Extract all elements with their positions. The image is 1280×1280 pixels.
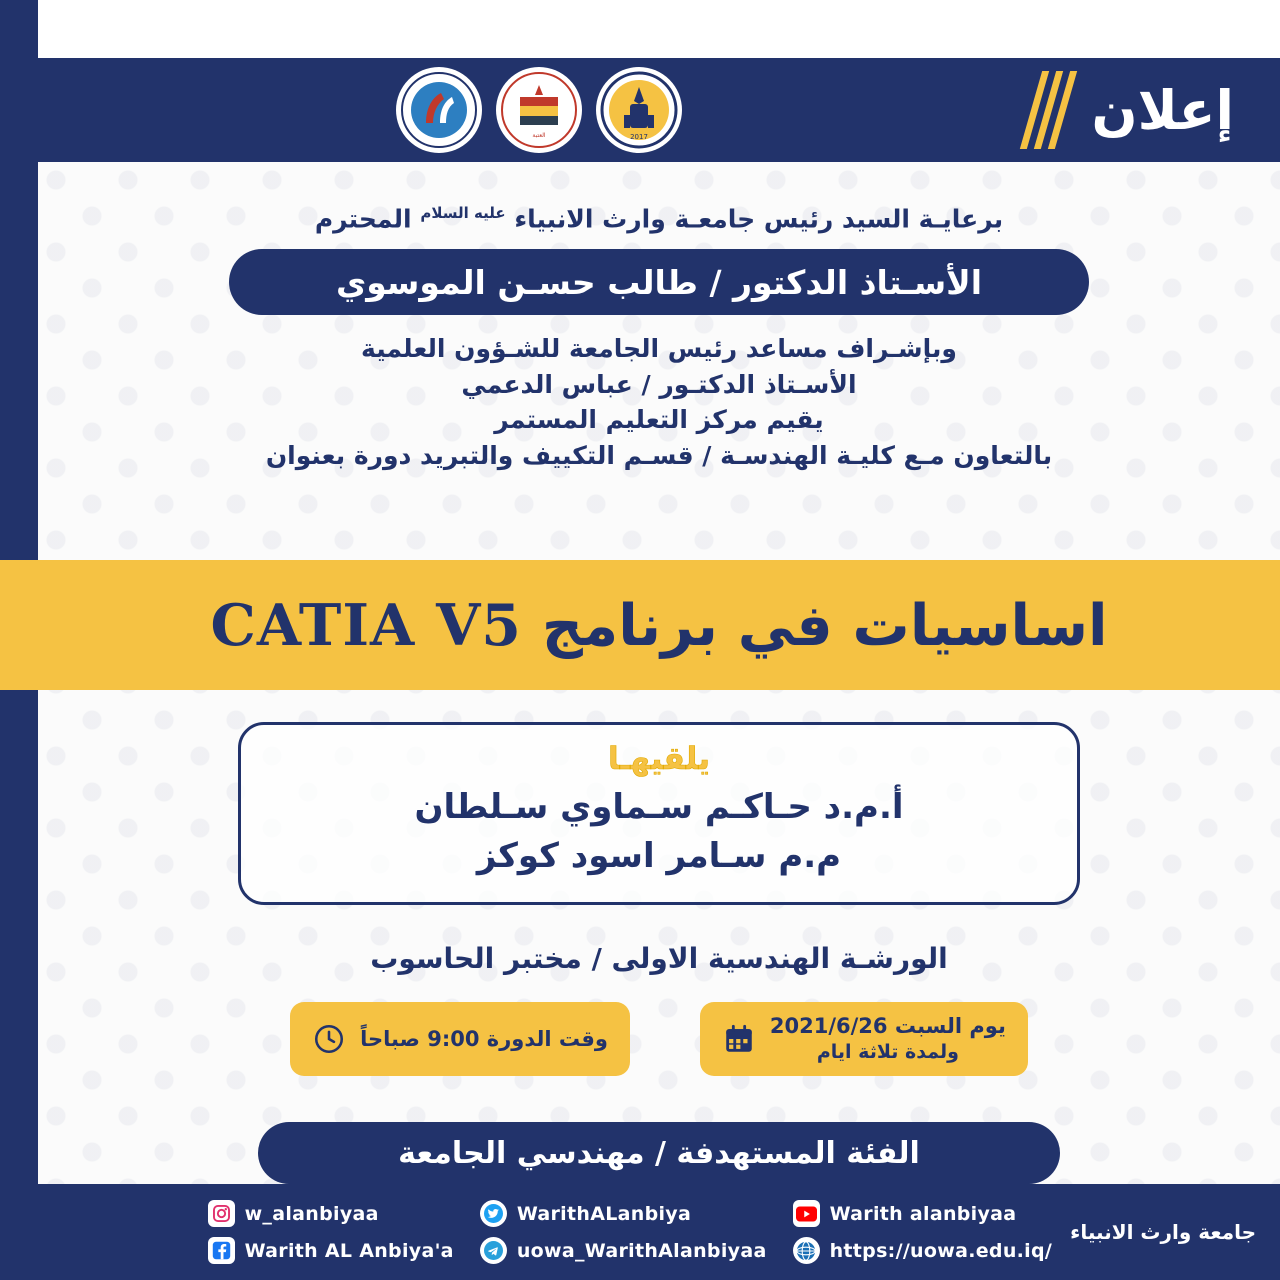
svg-text:العتبة: العتبة [532, 132, 546, 139]
course-title-latin: CATIA V5 [210, 591, 522, 659]
main-content [38, 162, 1280, 1280]
slash-decoration [1031, 71, 1066, 149]
venue-line: الورشـة الهندسية الاولى / مختبر الحاسوب [370, 942, 948, 975]
president-name-pill [229, 249, 1089, 315]
footer-col-1 [208, 1200, 454, 1264]
youtube-icon [793, 1200, 820, 1227]
telegram-handle: uowa_WarithAlanbiyaa [516, 1239, 767, 1262]
speaker-name-2: م.م سـامر اسود كوكز [476, 836, 842, 877]
website-url: https://uowa.edu.iq/ [829, 1239, 1053, 1262]
info-chips [38, 1002, 1280, 1076]
al-ataba-al-husayniya-logo [498, 69, 580, 151]
collaboration-line: بالتعاون مـع كليـة الهندسـة / قسـم التكييف والتبريد دورة بعنوان [265, 440, 1053, 470]
speaker-name-1: أ.م.د حـاكـم سـماوي سـلطان [414, 787, 904, 827]
speakers-lead-label: يلقيهـا [608, 741, 710, 777]
date-chip-line1: يوم السبت 2021/6/26 [769, 1014, 1006, 1038]
footer-bar [38, 1184, 1280, 1280]
left-bar-navy-top [0, 0, 38, 560]
globe-icon [793, 1237, 820, 1264]
social-twitter[interactable] [480, 1200, 767, 1227]
social-website[interactable] [793, 1237, 1053, 1264]
organizer-line: يقيم مركز التعليم المستمر [494, 405, 824, 435]
social-facebook[interactable] [208, 1237, 454, 1264]
president-name: الأسـتاذ الدكتور / طالب حسـن الموسوي [335, 262, 983, 302]
supervision-name: الأسـتاذ الدكتـور / عباس الدعمي [461, 369, 857, 399]
supervision-line-1: وبإشـراف مساعد رئيس الجامعة للشـؤون العلمية [361, 334, 957, 364]
target-audience-pill [258, 1122, 1060, 1184]
social-instagram[interactable] [208, 1200, 454, 1227]
date-chip [700, 1002, 1028, 1076]
facebook-handle: Warith AL Anbiya'a [244, 1239, 454, 1262]
facebook-icon [208, 1237, 235, 1264]
calendar-icon [722, 1022, 756, 1056]
time-chip [290, 1002, 630, 1076]
patronage-line [38, 204, 1280, 233]
footer-col-3 [793, 1200, 1053, 1264]
speakers-card [238, 722, 1080, 905]
svg-text:2017: 2017 [630, 133, 648, 141]
header-band [38, 58, 1280, 162]
instagram-icon [208, 1200, 235, 1227]
announcement-title: إعلان [1091, 78, 1234, 142]
left-bar-gold [0, 560, 38, 690]
course-title-band [38, 560, 1280, 690]
course-title-arabic: اساسيات في برنامج [541, 592, 1108, 659]
clock-icon [312, 1022, 346, 1056]
footer-socials [208, 1200, 1053, 1264]
honorific-text: عليه السلام [420, 204, 506, 222]
target-audience-text: الفئة المستهدفة / مهندسي الجامعة [398, 1135, 920, 1171]
footer-university-name: جامعة وارث الانبياء [1070, 1220, 1256, 1244]
twitter-icon [480, 1200, 507, 1227]
course-title [210, 592, 1107, 659]
footer-col-2 [480, 1200, 767, 1264]
left-bar-navy-bottom [0, 690, 38, 1280]
time-chip-line1: وقت الدورة 9:00 صباحاً [360, 1026, 608, 1051]
twitter-handle: WarithALanbiya [516, 1202, 692, 1225]
warith-al-anbiya-university-logo [598, 69, 680, 151]
social-telegram[interactable] [480, 1237, 767, 1264]
patronage-text: برعايـة السيد رئيس جامعـة وارث الانبياء [514, 204, 1004, 234]
instagram-handle: w_alanbiyaa [244, 1202, 379, 1225]
supervision-block [38, 331, 1280, 473]
left-bar [0, 0, 38, 1280]
ministry-of-higher-education-logo [398, 69, 480, 151]
logo-row [398, 69, 680, 151]
patronage-suffix: المحترم [314, 204, 412, 234]
date-chip-line2: ولمدة تلاثة ايام [816, 1041, 959, 1064]
social-youtube[interactable] [793, 1200, 1053, 1227]
youtube-handle: Warith alanbiyaa [829, 1202, 1017, 1225]
telegram-icon [480, 1237, 507, 1264]
